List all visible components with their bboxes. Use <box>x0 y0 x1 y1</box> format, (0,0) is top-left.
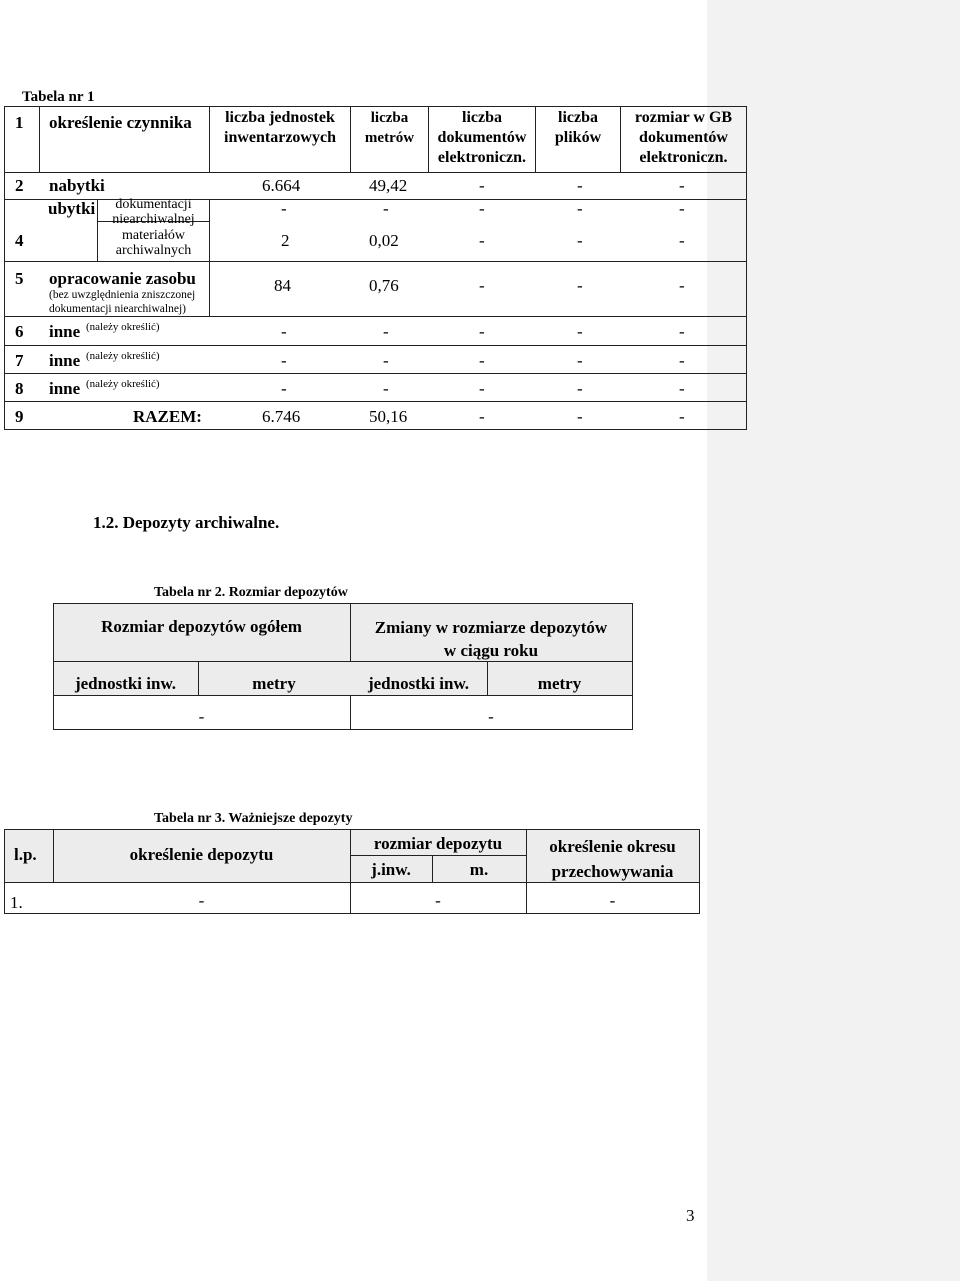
header-files: liczba plików <box>554 109 602 146</box>
header-units: liczba jednostek inwentarzowych <box>224 109 336 146</box>
t3-header-period: określenie okresu przechowywania <box>549 837 676 881</box>
header-gb: rozmiar w GB dokumentów elektroniczn. <box>634 109 733 166</box>
section-heading: 1.2. Depozyty archiwalne. <box>93 513 280 532</box>
t3-header-size: rozmiar depozytu <box>373 834 503 853</box>
t2-sub-units-1: jednostki inw. <box>74 674 177 693</box>
t2-sub-meters-2: metry <box>537 674 582 693</box>
header-meters: liczba metrów <box>364 110 415 146</box>
t3-header-desc: określenie depozytu <box>129 845 274 864</box>
table-3-caption: Tabela nr 3. Ważniejsze depozyty <box>154 811 353 826</box>
t2-header-changes: Zmiany w rozmiarze depozytów w ciągu roku <box>374 618 608 660</box>
t2-value-changes: - <box>488 707 494 726</box>
t3-sub-meters: m. <box>469 860 489 879</box>
right-margin-panel <box>707 0 960 1281</box>
table-1-caption: Tabela nr 1 <box>22 89 95 105</box>
t3-sub-units: j.inw. <box>371 860 411 879</box>
t2-value-total: - <box>198 707 205 726</box>
t3-header-lp: l.p. <box>14 845 37 864</box>
header-num: 1 <box>15 113 24 132</box>
header-documents: liczba dokumentów elektroniczn. <box>437 109 527 166</box>
page-number: 3 <box>686 1206 695 1225</box>
t2-sub-units-2: jednostki inw. <box>367 674 470 693</box>
t2-header-total: Rozmiar depozytów ogółem <box>101 617 302 636</box>
t2-sub-meters-1: metry <box>252 674 296 693</box>
table-2-caption: Tabela nr 2. Rozmiar depozytów <box>154 585 348 600</box>
header-factor: określenie czynnika <box>49 113 192 132</box>
